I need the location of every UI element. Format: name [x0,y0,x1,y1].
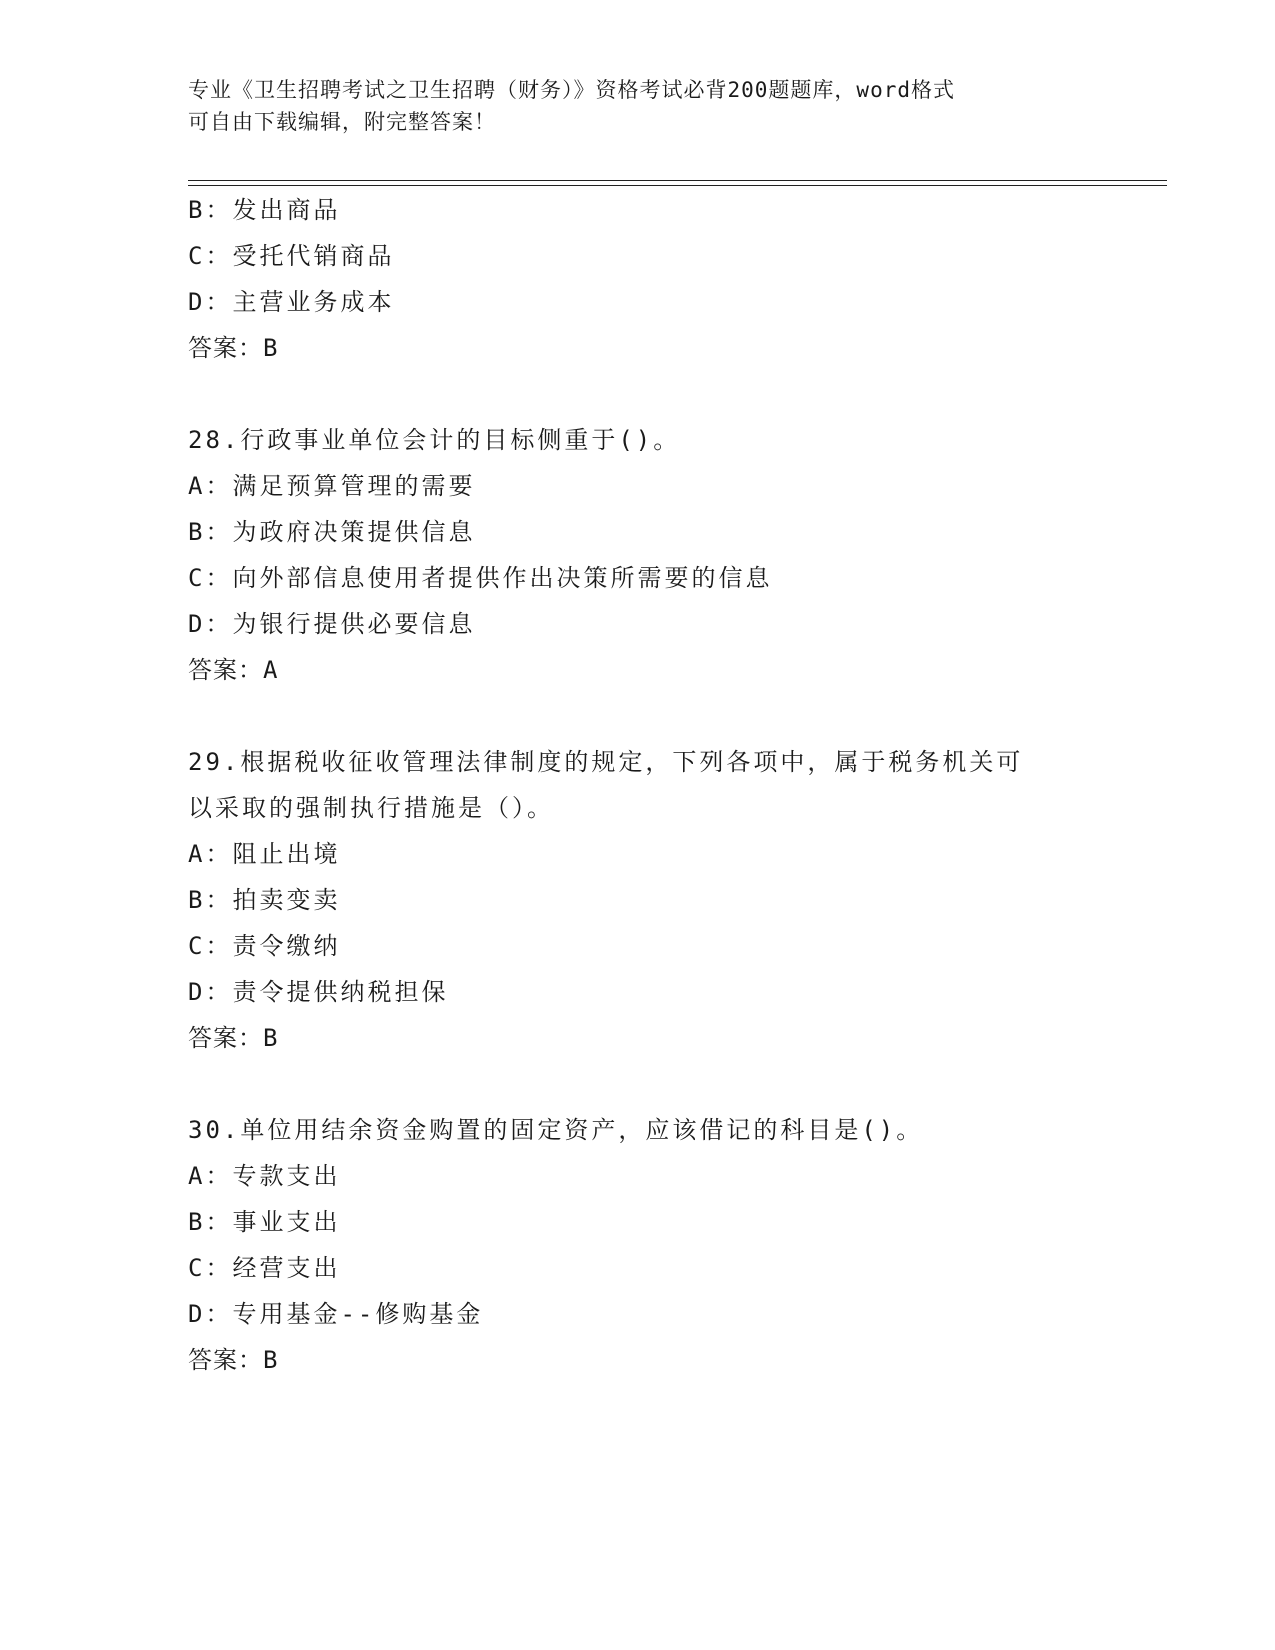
document-header [188,74,1088,138]
question-text: 30.单位用结余资金购置的固定资产，应该借记的科目是()。 [188,1116,924,1144]
question-text-continued: 以采取的强制执行措施是（）。 [188,794,554,822]
option-c: C：经营支出 [188,1254,341,1282]
option-c: C：受托代销商品 [188,242,395,270]
option-c: C：向外部信息使用者提供作出决策所需要的信息 [188,564,773,592]
option-b: B：拍卖变卖 [188,886,341,914]
option-d: D：为银行提供必要信息 [188,610,476,638]
question-block-29 [188,739,1088,1061]
answer-line: 答案：B [188,1024,279,1052]
question-block-28 [188,417,1088,693]
question-content [188,187,1088,1383]
answer-line: 答案：A [188,656,279,684]
option-b: B：事业支出 [188,1208,341,1236]
spacer [188,371,1088,417]
option-a: A：专款支出 [188,1162,341,1190]
spacer [188,693,1088,739]
header-divider-top [188,180,1167,181]
option-d: D：主营业务成本 [188,288,395,316]
option-b: B：为政府决策提供信息 [188,518,476,546]
header-title-line-1: 专业《卫生招聘考试之卫生招聘（财务）》资格考试必背200题题库，word格式 [188,78,955,102]
question-block-30 [188,1107,1088,1383]
question-text: 28.行政事业单位会计的目标侧重于()。 [188,426,681,454]
spacer [188,1061,1088,1107]
option-d: D：专用基金--修购基金 [188,1300,484,1328]
answer-line: 答案：B [188,334,279,362]
question-text: 29.根据税收征收管理法律制度的规定，下列各项中，属于税务机关可 [188,748,1024,776]
option-b: B：发出商品 [188,196,341,224]
answer-line: 答案：B [188,1346,279,1374]
option-a: A：满足预算管理的需要 [188,472,476,500]
option-a: A：阻止出境 [188,840,341,868]
header-divider-bottom [188,185,1167,186]
header-title-line-2: 可自由下载编辑，附完整答案！ [188,110,496,134]
option-d: D：责令提供纳税担保 [188,978,449,1006]
carryover-block [188,187,1088,371]
option-c: C：责令缴纳 [188,932,341,960]
